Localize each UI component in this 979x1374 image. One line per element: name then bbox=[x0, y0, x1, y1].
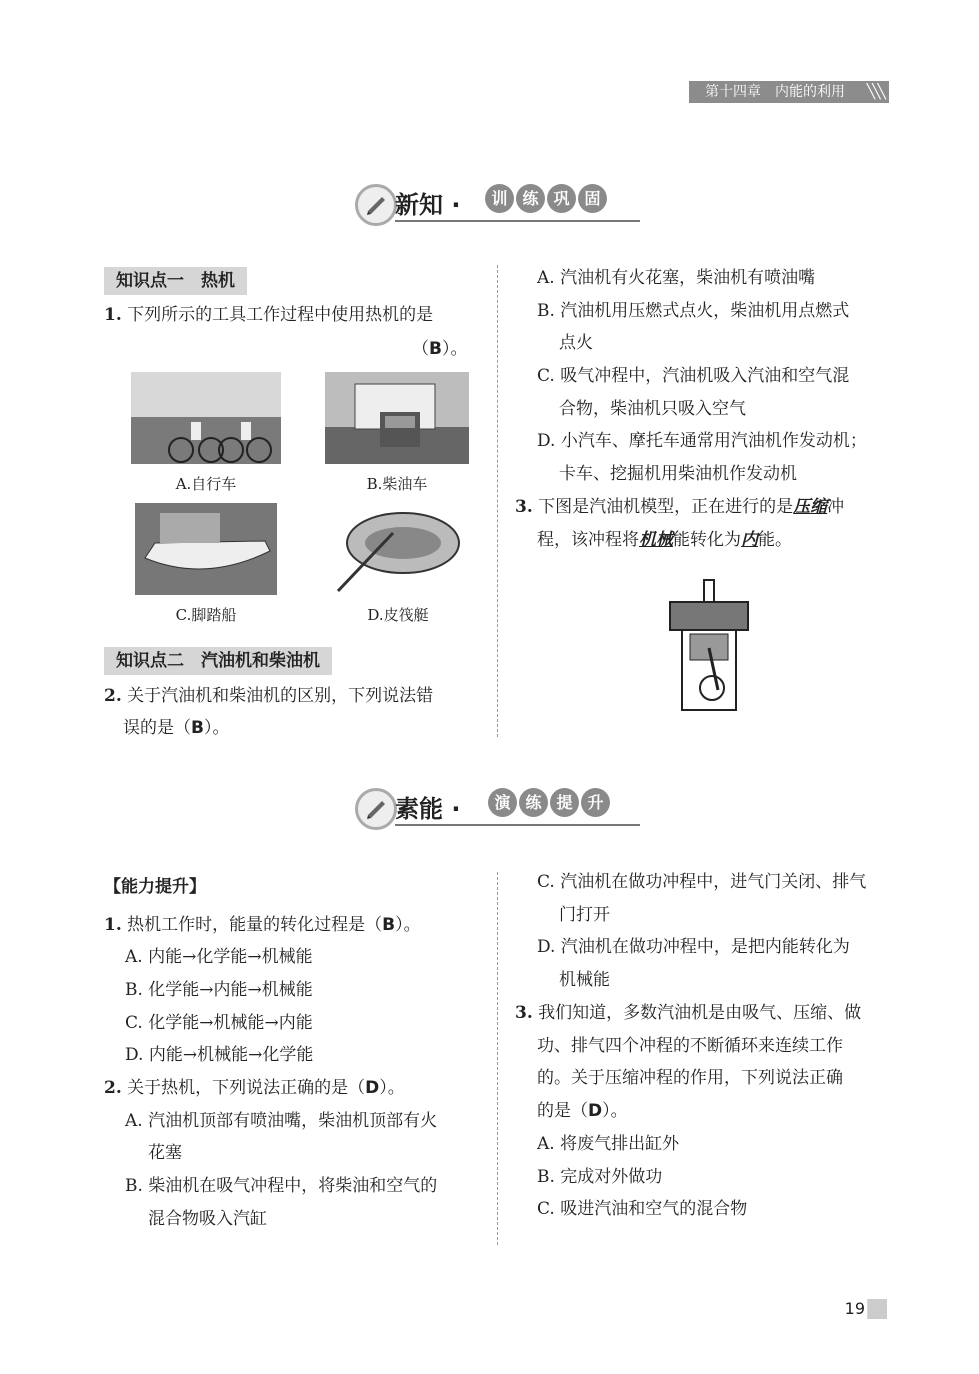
title-char: 训 bbox=[485, 184, 514, 213]
answer-line-1 bbox=[412, 337, 467, 361]
pen-badge-icon bbox=[355, 184, 397, 226]
question-text: 我们知道，多数汽油机是由吸气、压缩、做 bbox=[538, 1003, 862, 1023]
ability-heading: 【能力提升】 bbox=[104, 877, 206, 897]
section-title-chars bbox=[485, 184, 607, 213]
question-3 bbox=[515, 495, 844, 519]
answer-value: D bbox=[365, 1078, 380, 1098]
question-text: 冲 bbox=[827, 497, 845, 517]
s2-q1-option-d: D. 内能→机械能→化学能 bbox=[125, 1045, 314, 1065]
question-text: 关于汽油机和柴油机的区别，下列说法错 bbox=[127, 686, 434, 706]
answer-value: B bbox=[429, 339, 442, 359]
s2-q1-option-c: C. 化学能→机械能→内能 bbox=[125, 1013, 313, 1033]
paren-open: （ bbox=[412, 339, 429, 359]
s2-question-1 bbox=[104, 913, 421, 937]
question-text: 能。 bbox=[758, 530, 792, 550]
section-title-2 bbox=[0, 786, 979, 836]
handwritten-answer: 压缩 bbox=[793, 497, 828, 517]
title-char: 升 bbox=[581, 788, 610, 817]
question-number: 2. bbox=[104, 1078, 122, 1098]
answer-value: B bbox=[382, 915, 396, 935]
question-text: ）。 bbox=[602, 1101, 628, 1121]
option-c: C. 吸气冲程中，汽油机吸入汽油和空气混 bbox=[537, 366, 850, 386]
chapter-title: 第十四章 内能的利用 bbox=[705, 84, 845, 100]
question-2-line2 bbox=[123, 716, 229, 740]
option-c-cont: 合物，柴油机只吸入空气 bbox=[559, 399, 746, 419]
engine-diagram bbox=[668, 578, 750, 713]
title-char: 演 bbox=[488, 788, 517, 817]
column-divider bbox=[497, 265, 498, 737]
page-number: 19 bbox=[837, 1299, 887, 1319]
paren-close: ）。 bbox=[441, 339, 468, 359]
question-number: 3. bbox=[515, 497, 533, 517]
title-underline bbox=[395, 220, 640, 222]
title-underline bbox=[395, 824, 640, 826]
title-char: 巩 bbox=[547, 184, 576, 213]
question-text: 误的是（ bbox=[123, 718, 191, 738]
title-char: 练 bbox=[516, 184, 545, 213]
s2-q2-option-c-cont: 门打开 bbox=[559, 905, 610, 925]
question-text: 能转化为 bbox=[673, 530, 741, 550]
question-2 bbox=[104, 684, 433, 708]
s2-question-2 bbox=[104, 1076, 405, 1100]
s2-q1-option-b: B. 化学能→内能→机械能 bbox=[125, 980, 313, 1000]
question-text: ）。 bbox=[379, 1078, 405, 1098]
title-char: 固 bbox=[578, 184, 607, 213]
question-3-line2 bbox=[537, 528, 792, 552]
question-1 bbox=[104, 303, 433, 327]
question-text: 程，该冲程将 bbox=[537, 530, 639, 550]
section-title-chars bbox=[488, 788, 610, 817]
option-d: D. 小汽车、摩托车通常用汽油机作发动机； bbox=[537, 431, 867, 451]
answer-value: B bbox=[191, 718, 204, 738]
s2-q2-option-b: B. 柴油机在吸气冲程中，将柴油和空气的 bbox=[125, 1176, 438, 1196]
question-text: 热机工作时，能量的转化过程是（ bbox=[127, 915, 383, 935]
s2-q3-option-a: A. 将废气排出缸外 bbox=[537, 1134, 680, 1154]
s2-q3-option-b: B. 完成对外做功 bbox=[537, 1167, 663, 1187]
question-text: 关于热机，下列说法正确的是（ bbox=[127, 1078, 366, 1098]
s2-q2-option-a-cont: 花塞 bbox=[148, 1143, 182, 1163]
question-text: 下列所示的工具工作过程中使用热机的是 bbox=[127, 305, 434, 325]
s2-q3-line2: 功、排气四个冲程的不断循环来连续工作 bbox=[537, 1036, 843, 1056]
knowledge-point-2: 知识点二 汽油机和柴油机 bbox=[104, 647, 332, 675]
caption-c: C.脚踏船 bbox=[175, 606, 237, 624]
title-char: 练 bbox=[519, 788, 548, 817]
option-a: A. 汽油机有火花塞，柴油机有喷油嘴 bbox=[537, 268, 816, 288]
s2-q2-option-b-cont: 混合物吸入汽缸 bbox=[148, 1209, 267, 1229]
knowledge-point-1: 知识点一 热机 bbox=[104, 267, 247, 295]
s2-q2-option-d-cont: 机械能 bbox=[559, 970, 610, 990]
handwritten-answer: 内 bbox=[741, 530, 758, 550]
question-number: 1. bbox=[104, 305, 122, 325]
s2-q1-option-a: A. 内能→化学能→机械能 bbox=[125, 947, 313, 967]
s2-q3-option-c: C. 吸进汽油和空气的混合物 bbox=[537, 1199, 748, 1219]
s2-question-3 bbox=[515, 1001, 861, 1025]
section-title-main: 新知 · bbox=[395, 191, 461, 219]
question-text: 下图是汽油机模型，正在进行的是 bbox=[538, 497, 794, 517]
answer-value: D bbox=[588, 1101, 603, 1121]
column-divider bbox=[497, 872, 498, 1245]
option-d-cont: 卡车、挖掘机用柴油机作发动机 bbox=[559, 464, 797, 484]
title-char: 提 bbox=[550, 788, 579, 817]
raft-photo bbox=[333, 503, 463, 595]
s2-q3-line4 bbox=[537, 1099, 628, 1123]
section-title-main: 素能 · bbox=[395, 795, 461, 823]
s2-q2-option-a: A. 汽油机顶部有喷油嘴，柴油机顶部有火 bbox=[125, 1111, 438, 1131]
caption-b: B.柴油车 bbox=[366, 475, 428, 493]
handwritten-answer: 机械 bbox=[639, 530, 673, 550]
chapter-header bbox=[689, 81, 889, 103]
pen-badge-icon bbox=[355, 788, 397, 830]
question-text: 的是（ bbox=[537, 1101, 588, 1121]
pedal-boat-photo bbox=[135, 503, 277, 595]
option-b: B. 汽油机用压燃式点火，柴油机用点燃式 bbox=[537, 301, 850, 321]
decorative-slashes-icon: ╲╲╲ bbox=[866, 84, 883, 100]
caption-a: A.自行车 bbox=[175, 475, 237, 493]
question-number: 2. bbox=[104, 686, 122, 706]
s2-q2-option-c: C. 汽油机在做功冲程中，进气门关闭、排气 bbox=[537, 872, 867, 892]
bicycle-photo bbox=[131, 372, 281, 464]
truck-photo bbox=[325, 372, 469, 464]
question-text: ）。 bbox=[203, 718, 230, 738]
s2-q2-option-d: D. 汽油机在做功冲程中，是把内能转化为 bbox=[537, 937, 850, 957]
s2-q3-line3: 的。关于压缩冲程的作用，下列说法正确 bbox=[537, 1068, 843, 1088]
caption-d: D.皮筏艇 bbox=[367, 606, 429, 624]
section-title-1 bbox=[0, 182, 979, 232]
question-text: ）。 bbox=[395, 915, 421, 935]
option-b-cont: 点火 bbox=[559, 333, 593, 353]
question-number: 1. bbox=[104, 915, 122, 935]
question-number: 3. bbox=[515, 1003, 533, 1023]
